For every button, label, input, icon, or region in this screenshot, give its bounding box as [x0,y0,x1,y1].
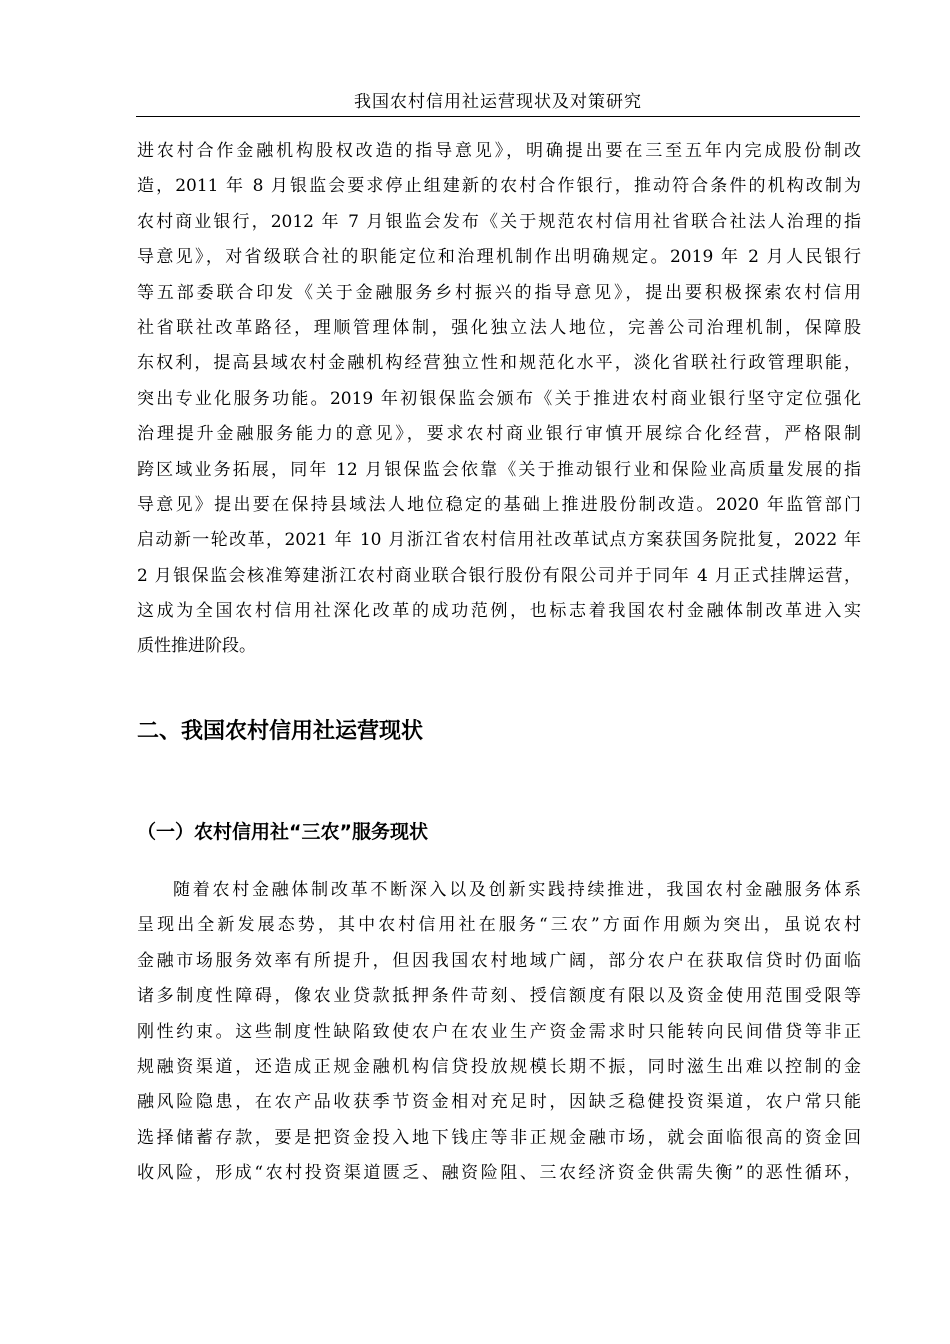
paragraph-2 [137,873,861,1192]
text-line: 融风险隐患，在农产品收获季节资金相对充足时，因缺乏稳健投资渠道，农户常只能 [137,1092,861,1113]
text-line: 启动新一轮改革，2021 年 10 月浙江省农村信用社改革试点方案获国务院批复，2022 年 [137,530,861,551]
text-line: 刚性约束。这些制度性缺陷致使农户在农业生产资金需求时只能转向民间借贷等非正 [137,1021,861,1042]
header-title: 我国农村信用社运营现状及对策研究 [354,92,642,112]
text-line: 东权利，提高县域农村金融机构经营独立性和规范化水平，淡化省联社行政管理职能， [137,353,861,374]
text-line: 治理提升金融服务能力的意见》，要求农村商业银行审慎开展综合化经营，严格限制 [137,424,861,445]
text-line: 选择储蓄存款，要是把资金投入地下钱庄等非正规金融市场，就会面临很高的资金回 [137,1127,861,1148]
text-line: 造，2011 年 8 月银监会要求停止组建新的农村合作银行，推动符合条件的机构改制为 [137,176,861,197]
text-line: 收风险，形成“农村投资渠道匮乏、融资险阻、三农经济资金供需失衡”的恶性循环， [137,1163,861,1184]
text-line: 呈现出全新发展态势，其中农村信用社在服务“三农”方面作用颇为突出，虽说农村 [137,915,861,936]
text-line: 导意见》，对省级联合社的职能定位和治理机制作出明确规定。2019 年 2 月人民银行 [137,247,861,268]
text-line: 规融资渠道，还造成正规金融机构信贷投放规模长期不振，同时滋生出难以控制的金 [137,1056,861,1077]
text-line: 质性推进阶段。 [137,636,256,657]
text-line: 突出专业化服务功能。2019 年初银保监会颁布《关于推进农村商业银行坚守定位强化 [137,388,861,409]
paragraph-1 [137,134,861,665]
subsection-heading: （一）农村信用社“三农”服务现状 [137,821,428,843]
text-line: 农村商业银行，2012 年 7 月银监会发布《关于规范农村信用社省联合社法人治理的指 [137,211,861,232]
text-line: 随着农村金融体制改革不断深入以及创新实践持续推进，我国农村金融服务体系 [173,880,861,900]
text-line: 诸多制度性障碍，像农业贷款抵押条件苛刻、授信额度有限以及资金使用范围受限等 [137,986,861,1007]
text-line: 进农村合作金融机构股权改造的指导意见》，明确提出要在三至五年内完成股份制改 [137,141,861,161]
text-line: 跨区域业务拓展，同年 12 月银保监会依靠《关于推动银行业和保险业高质量发展的指 [137,459,861,480]
text-line: 导意见》提出要在保持县域法人地位稳定的基础上推进股份制改造。2020 年监管部门 [137,494,861,515]
section-heading: 二、我国农村信用社运营现状 [137,719,424,744]
page-header [136,88,860,117]
text-line: 这成为全国农村信用社深化改革的成功范例，也标志着我国农村金融体制改革进入实 [137,601,861,622]
text-line: 金融市场服务效率有所提升，但因我国农村地域广阔，部分农户在获取信贷时仍面临 [137,950,861,971]
text-line: 2 月银保监会核准筹建浙江农村商业联合银行股份有限公司并于同年 4 月正式挂牌运营， [137,565,861,586]
text-line: 等五部委联合印发《关于金融服务乡村振兴的指导意见》，提出要积极探索农村信用 [137,282,861,303]
text-line: 社省联社改革路径，理顺管理体制，强化独立法人地位，完善公司治理机制，保障股 [137,317,861,338]
